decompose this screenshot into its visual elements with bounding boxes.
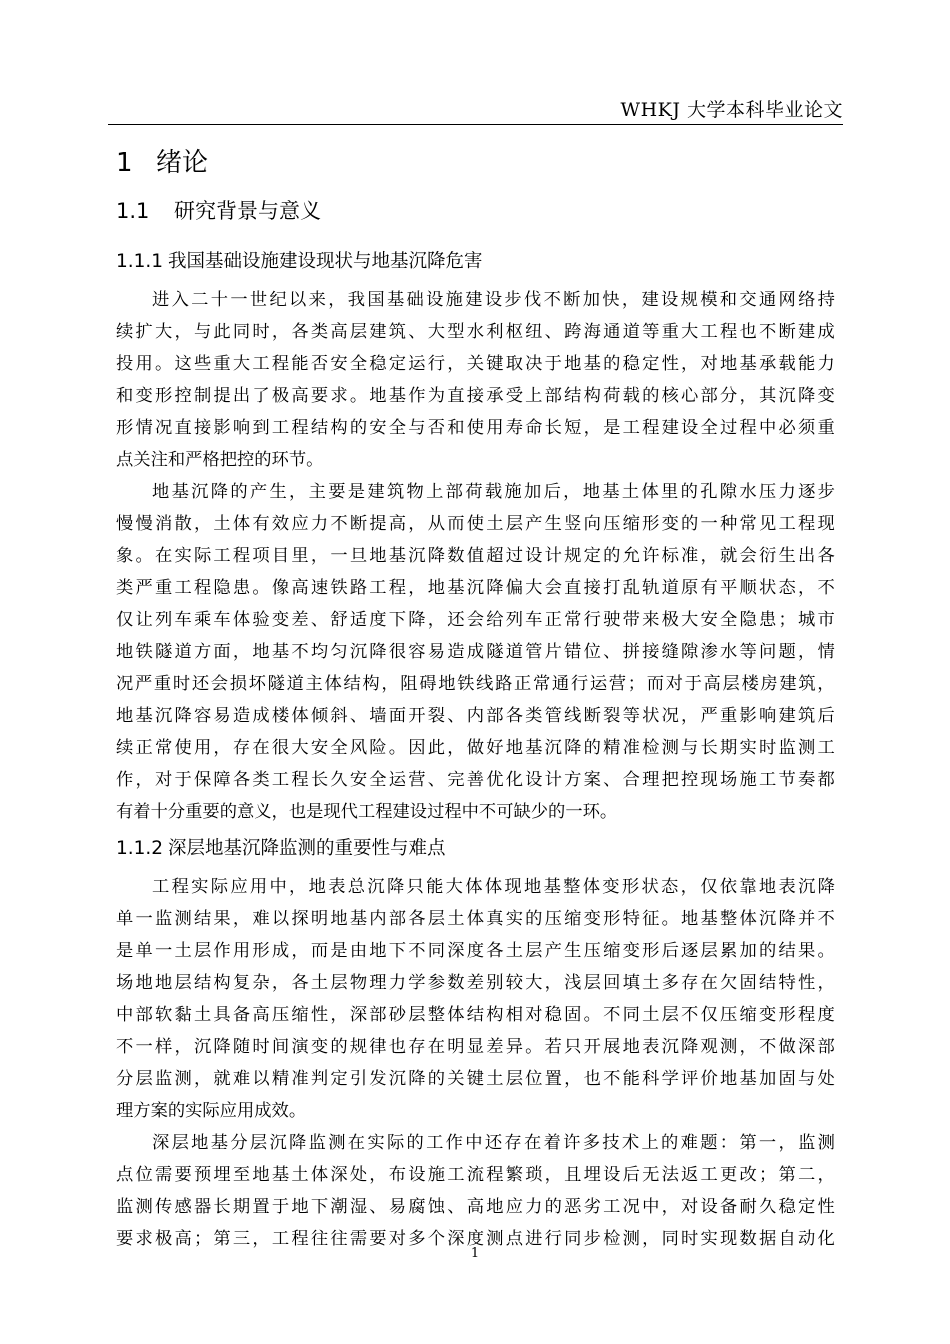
- body-line: 慢 慢 消 散 ， 土 体 有 效 应 力 不 断 提 高 ， 从 而 使 土 层 产 生 竖 向 压 缩 形 变 的 一 种 常 见 工 程 现: [116, 514, 835, 534]
- page-number: 1: [470, 1246, 480, 1261]
- body-line: 况 严 重 时 还 会 损 坏 隧 道 主 体 结 构 ， 阻 碍 地 铁 线 路 正 常 通 行 运 营 ； 而 对 于 高 层 楼 房 建 筑 ，: [116, 674, 835, 694]
- body-line: 理方案的实际应用成效。: [116, 1101, 307, 1121]
- body-line: 仅 让 列 车 乘 车 体 验 变 差 、 舒 适 度 下 降 ， 还 会 给 列 车 正 常 行 驶 带 来 极 大 安 全 隐 患 ； 城 市: [116, 610, 835, 630]
- body-line: 续 正 常 使 用 ， 存 在 很 大 安 全 风 险 。 因 此 ， 做 好 地 基 沉 降 的 精 准 检 测 与 长 期 实 时 监 测 工: [116, 738, 835, 758]
- body-line: 有着十分重要的意义，也是现代工程建设过程中不可缺少的一环。: [116, 802, 618, 822]
- body-line: 地 基 沉 降 容 易 造 成 楼 体 倾 斜 、 墙 面 开 裂 、 内 部 各 类 管 线 断 裂 等 状 况 ， 严 重 影 响 建 筑 后: [116, 706, 835, 726]
- body-line: 地 基 沉 降 的 产 生 ， 主 要 是 建 筑 物 上 部 荷 载 施 加 后 ， 地 基 土 体 里 的 孔 隙 水 压 力 逐 步: [152, 482, 835, 502]
- body-line: 和 变 形 控 制 提 出 了 极 高 要 求 。 地 基 作 为 直 接 承 受 上 部 结 构 荷 载 的 核 心 部 分 ， 其 沉 降 变: [116, 386, 835, 406]
- body-line: 作 ， 对 于 保 障 各 类 工 程 长 久 安 全 运 营 、 完 善 优 化 设 计 方 案 、 合 理 把 控 现 场 施 工 节 奏 都: [116, 770, 835, 790]
- section-title: 研究背景与意义: [174, 199, 321, 223]
- body-line: 单 一 监 测 结 果 ， 难 以 探 明 地 基 内 部 各 层 土 体 真 实 的 压 缩 变 形 特 征 。 地 基 整 体 沉 降 并 不: [116, 909, 835, 929]
- body-line: 监 测 传 感 器 长 期 置 于 地 下 潮 湿 、 易 腐 蚀 、 高 地 应 力 的 恶 劣 工 况 中 ， 对 设 备 耐 久 稳 定 性: [116, 1197, 835, 1217]
- subsection-number: 1.1.2: [116, 838, 164, 859]
- body-line: 要 求 极 高 ； 第 三 ， 工 程 往 往 需 要 对 多 个 深 度 测 点 进 行 同 步 检 测 ， 同 时 实 现 数 据 自 动 化: [116, 1229, 835, 1249]
- subsection-heading-2: [116, 834, 446, 860]
- body-line: 进 入 二 十 一 世 纪 以 来 ， 我 国 基 础 设 施 建 设 步 伐 不 断 加 快 ， 建 设 规 模 和 交 通 网 络 持: [152, 290, 835, 310]
- chapter-heading: [116, 142, 208, 179]
- section-number: 1.1: [116, 199, 150, 223]
- body-line: 投 用 。 这 些 重 大 工 程 能 否 安 全 稳 定 运 行 ， 关 键 取 决 于 地 基 的 稳 定 性 ， 对 地 基 承 载 能 力: [116, 354, 835, 374]
- body-line: 点 位 需 要 预 埋 至 地 基 土 体 深 处 ， 布 设 施 工 流 程 繁 琐 ， 且 埋 设 后 无 法 返 工 更 改 ； 第 二 ，: [116, 1165, 835, 1185]
- subsection-title: 我国基础设施建设现状与地基沉降危害: [168, 251, 483, 272]
- body-line: 工 程 实 际 应 用 中 ， 地 表 总 沉 降 只 能 大 体 体 现 地 基 整 体 变 形 状 态 ， 仅 依 靠 地 表 沉 降: [152, 877, 835, 897]
- subsection-number: 1.1.1: [116, 251, 164, 272]
- body-line: 深 层 地 基 分 层 沉 降 监 测 在 实 际 的 工 作 中 还 存 在 着 许 多 技 术 上 的 难 题 ： 第 一 ， 监 测: [152, 1133, 835, 1153]
- body-line: 中 部 软 黏 土 具 备 高 压 缩 性 ， 深 部 砂 层 整 体 结 构 相 对 稳 固 。 不 同 土 层 不 仅 压 缩 变 形 程 度: [116, 1005, 835, 1025]
- body-line: 分 层 监 测 ， 就 难 以 精 准 判 定 引 发 沉 降 的 关 键 土 层 位 置 ， 也 不 能 科 学 评 价 地 基 加 固 与 处: [116, 1069, 835, 1089]
- body-line: 场 地 地 层 结 构 复 杂 ， 各 土 层 物 理 力 学 参 数 差 别 较 大 ， 浅 层 回 填 土 多 存 在 欠 固 结 特 性 ，: [116, 973, 835, 993]
- section-heading: [116, 195, 321, 225]
- body-line: 点关注和严格把控的环节。: [116, 450, 324, 470]
- running-header: WHKJ 大学本科毕业论文: [620, 99, 843, 121]
- body-line: 地 铁 隧 道 方 面 ， 地 基 不 均 匀 沉 降 很 容 易 造 成 隧 道 管 片 错 位 、 拼 接 缝 隙 渗 水 等 问 题 ， 情: [116, 642, 835, 662]
- body-line: 是 单 一 土 层 作 用 形 成 ， 而 是 由 地 下 不 同 深 度 各 土 层 产 生 压 缩 变 形 后 逐 层 累 加 的 结 果 。: [116, 941, 835, 961]
- body-line: 类 严 重 工 程 隐 患 。 像 高 速 铁 路 工 程 ， 地 基 沉 降 偏 大 会 直 接 打 乱 轨 道 原 有 平 顺 状 态 ， 不: [116, 578, 835, 598]
- subsection-heading-1: [116, 247, 483, 273]
- body-line: 续 扩 大 ， 与 此 同 时 ， 各 类 高 层 建 筑 、 大 型 水 利 枢 纽 、 跨 海 通 道 等 重 大 工 程 也 不 断 建 成: [116, 322, 835, 342]
- body-line: 形 情 况 直 接 影 响 到 工 程 结 构 的 安 全 与 否 和 使 用 寿 命 长 短 ， 是 工 程 建 设 全 过 程 中 必 须 重: [116, 418, 835, 438]
- chapter-title: 绪论: [156, 148, 209, 178]
- chapter-number: 1: [116, 148, 133, 178]
- header-rule: [108, 124, 843, 125]
- body-line: 不 一 样 ， 沉 降 随 时 间 演 变 的 规 律 也 存 在 明 显 差 异 。 若 只 开 展 地 表 沉 降 观 测 ， 不 做 深 部: [116, 1037, 835, 1057]
- body-line: 象 。 在 实 际 工 程 项 目 里 ， 一 旦 地 基 沉 降 数 值 超 过 设 计 规 定 的 允 许 标 准 ， 就 会 衍 生 出 各: [116, 546, 835, 566]
- subsection-title: 深层地基沉降监测的重要性与难点: [168, 838, 446, 859]
